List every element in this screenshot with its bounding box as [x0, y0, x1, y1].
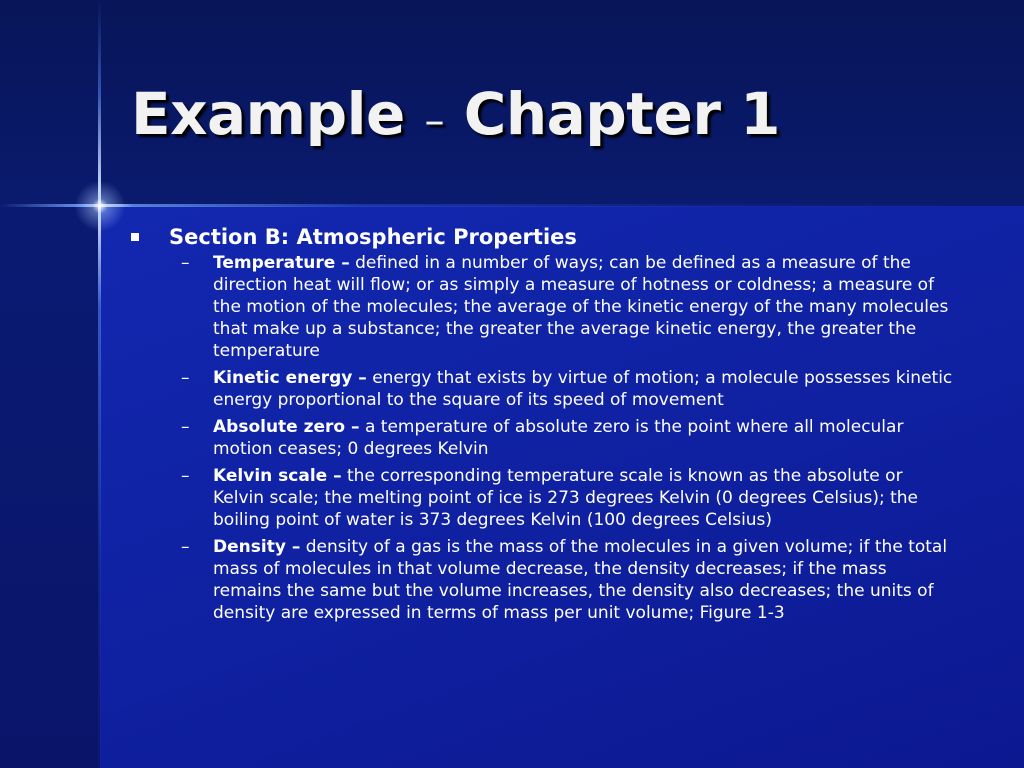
title-dash: –	[424, 98, 445, 144]
dash-bullet: –	[181, 466, 190, 486]
slide-body	[131, 222, 971, 629]
star-flare-icon	[70, 176, 130, 236]
dash-bullet: –	[181, 417, 190, 437]
definition-text: defined in a number of ways; can be defined as a measure of the direction heat will flow; or as simply a measure of hotness or coldness; a measure of the motion of the molecules; the average of the kinetic energy of the many molecules that make up a substance; the greater the average kinetic energy, the greater the temperature	[213, 253, 949, 361]
left-band	[0, 206, 100, 768]
dash-bullet: –	[181, 537, 190, 557]
title-main: Example	[131, 80, 405, 148]
definition-term: Temperature –	[213, 253, 350, 273]
definition-text: the corresponding temperature scale is known as the absolute or Kelvin scale; the melting point of ice is 273 degrees Kelvin (0 degrees Celsius); the boiling point of water is 373 degrees Kelvin (100 degrees Celsius)	[213, 466, 918, 530]
title-sub: Chapter 1	[463, 80, 780, 148]
dash-bullet: –	[181, 253, 190, 273]
definition-term: Density –	[213, 537, 301, 557]
slide-title	[131, 78, 780, 157]
definition-text: a temperature of absolute zero is the point where all molecular motion ceases; 0 degrees Kelvin	[213, 417, 904, 459]
list-item	[181, 465, 953, 531]
list-item	[181, 252, 953, 362]
definition-text: energy that exists by virtue of motion; a molecule possesses kinetic energy proportional to the square of its speed of movement	[213, 368, 953, 410]
section-heading	[131, 222, 971, 252]
definition-text: density of a gas is the mass of the molecules in a given volume; if the total mass of molecules in that volume decrease, the density decreases; if the mass remains the same but the volume increases, the density also decreases; the units of density are expressed in terms of mass per unit volume; Figure 1-3	[213, 537, 948, 623]
definition-list	[131, 252, 953, 624]
list-item	[181, 536, 953, 624]
definition-term: Kelvin scale –	[213, 466, 342, 486]
horizontal-light-line	[0, 204, 1024, 207]
definition-term: Kinetic energy –	[213, 368, 367, 388]
definition-term: Absolute zero –	[213, 417, 360, 437]
dash-bullet: –	[181, 368, 190, 388]
vertical-light-line	[98, 0, 101, 768]
list-item	[181, 416, 953, 460]
list-item	[181, 367, 953, 411]
section-label: Section B: Atmospheric Properties	[169, 225, 577, 249]
square-bullet-icon	[131, 233, 139, 241]
